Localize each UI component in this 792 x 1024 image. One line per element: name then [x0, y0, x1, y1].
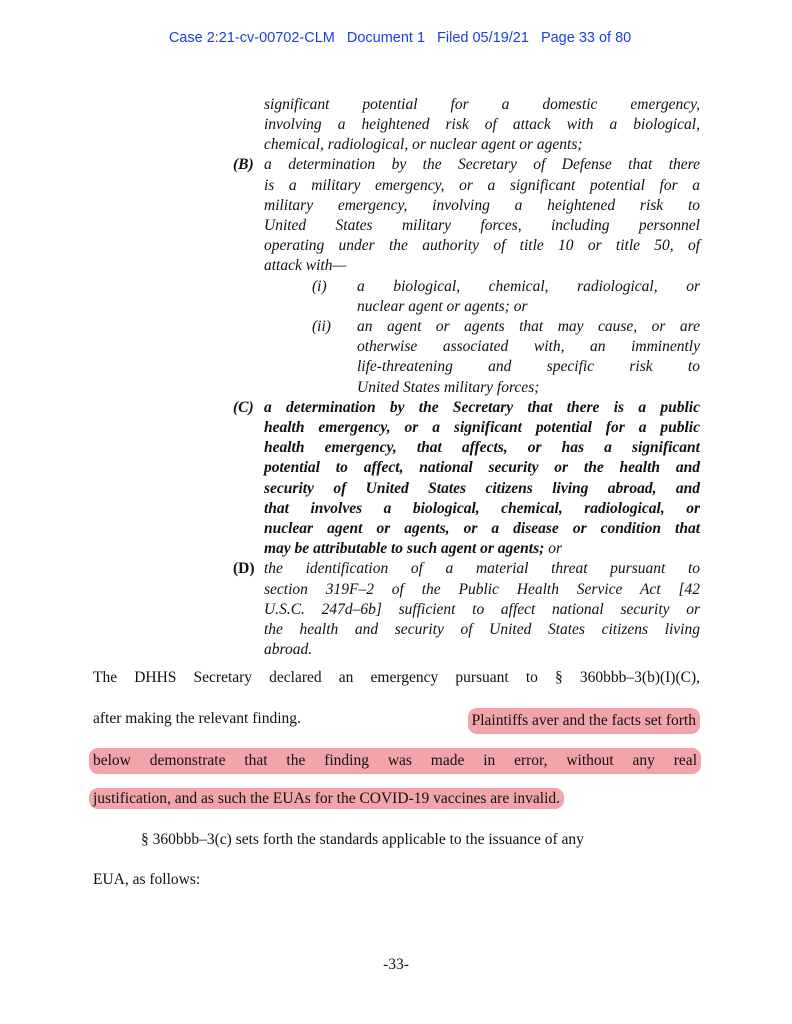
case-number: Case 2:21-cv-00702-CLM	[168, 30, 335, 46]
body-plain-text: after making the relevant finding.	[93, 710, 301, 727]
quote-line: involving a heightened risk of attack with a biological,	[264, 116, 700, 133]
quote-line: health emergency, or a significant potential for a public	[264, 419, 700, 436]
quote-line: an agent or agents that may cause, or are	[357, 318, 700, 335]
page-count: Page 33 of 80	[540, 30, 632, 46]
body-line: § 360bbb–3(c) sets forth the standards applicable to the issuance of any	[141, 831, 584, 848]
filed-date: Filed 05/19/21	[437, 30, 529, 46]
page-number: -33-	[383, 956, 409, 973]
body-line: The DHHS Secretary declared an emergency pursuant to § 360bbb–3(b)(I)(C),	[93, 669, 700, 686]
quote-line: United States military forces, including personnel	[264, 217, 700, 234]
quote-line: operating under the authority of title 10 or title 50, of	[264, 237, 700, 254]
quote-line: chemical, radiological, or nuclear agent or agents;	[264, 136, 583, 153]
clause-marker-c: (C)	[233, 399, 254, 416]
quote-line: that involves a biological, chemical, radiological, or	[264, 500, 700, 517]
clause-marker-b: (B)	[233, 156, 254, 173]
quote-line: abroad.	[264, 641, 313, 658]
highlighted-text: below demonstrate that the finding was made in error, without any real	[89, 748, 701, 774]
quote-line: nuclear agent or agents, or a disease or condition that	[264, 520, 700, 537]
quote-line: the health and security of United States citizens living	[264, 621, 700, 638]
quote-line: a determination by the Secretary of Defense that there	[264, 156, 700, 173]
body-line	[89, 788, 696, 810]
quote-line: nuclear agent or agents; or	[357, 298, 528, 315]
document-number: Document 1	[346, 30, 426, 46]
quote-line: is a military emergency, or a significant potential for a	[264, 177, 700, 194]
highlighted-text: justification, and as such the EUAs for the COVID-19 vaccines are invalid.	[89, 788, 564, 809]
quote-line: attack with—	[264, 257, 347, 274]
quote-line: potential to affect, national security or the health and	[264, 459, 700, 476]
body-line	[93, 708, 700, 734]
quote-line: United States military forces;	[357, 379, 540, 396]
quote-plain-fragment: or	[544, 540, 562, 557]
quote-line: section 319F–2 of the Public Health Service Act [42	[264, 581, 700, 598]
clause-marker-ii: (ii)	[312, 318, 331, 335]
quote-line: the identification of a material threat pursuant to	[264, 560, 700, 577]
quote-line: a determination by the Secretary that there is a public	[264, 399, 700, 416]
quote-line: a biological, chemical, radiological, or	[357, 278, 700, 295]
quote-line: security of United States citizens living abroad, and	[264, 480, 700, 497]
clause-marker-i: (i)	[312, 278, 327, 295]
quote-line: health emergency, that affects, or has a significant	[264, 439, 700, 456]
clause-marker-d: (D)	[233, 560, 255, 577]
quote-line: military emergency, involving a heightened risk to	[264, 197, 700, 214]
quote-line: significant potential for a domestic emergency,	[264, 96, 700, 113]
case-header	[0, 14, 792, 46]
quote-line: life-threatening and specific risk to	[357, 358, 700, 375]
quote-line	[264, 539, 700, 559]
quote-bold-fragment: may be attributable to such agent or agents;	[264, 540, 545, 557]
highlighted-text: Plaintiffs aver and the facts set forth	[468, 708, 700, 734]
body-line: EUA, as follows:	[93, 871, 201, 888]
quote-line: U.S.C. 247d–6b] sufficient to affect national security or	[264, 601, 700, 618]
quote-line: otherwise associated with, an imminently	[357, 338, 700, 355]
